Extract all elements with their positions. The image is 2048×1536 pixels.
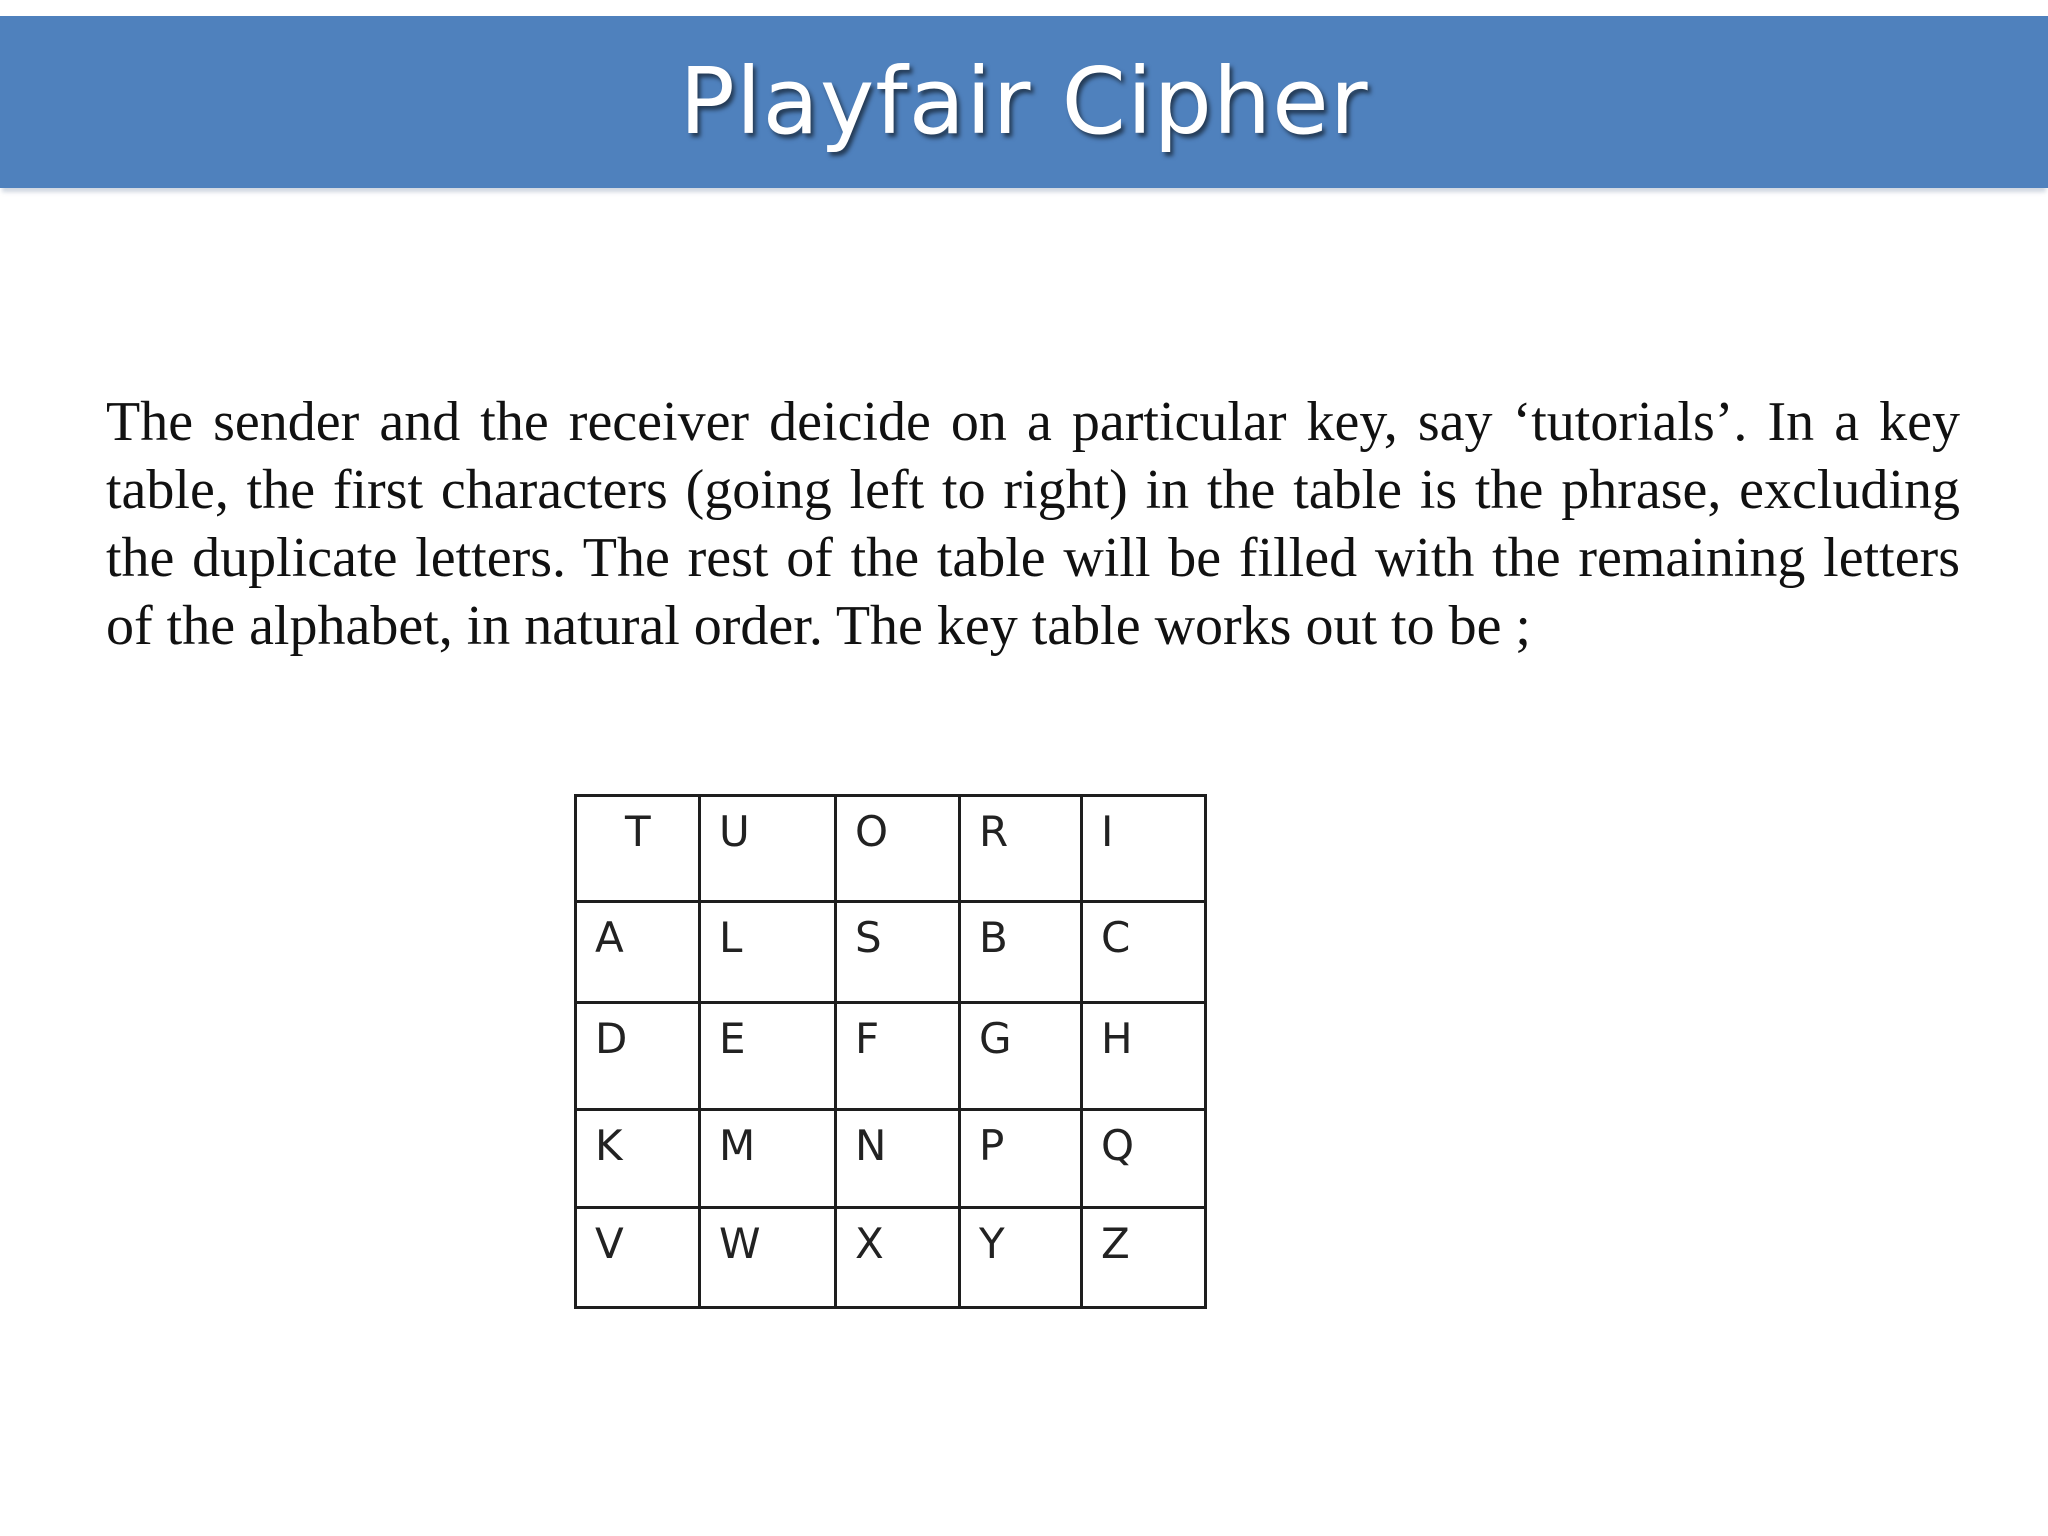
- key-table-cell: A: [576, 902, 700, 1003]
- key-table-cell: O: [836, 796, 960, 902]
- key-table-cell: R: [960, 796, 1082, 902]
- key-table-cell: T: [576, 796, 700, 902]
- key-table-row: [576, 902, 1206, 1003]
- key-table-cell: U: [700, 796, 836, 902]
- key-table-cell: G: [960, 1003, 1082, 1110]
- key-table-row: [576, 796, 1206, 902]
- key-table-cell: Z: [1082, 1208, 1206, 1308]
- key-table: [574, 794, 1207, 1309]
- key-table-cell: L: [700, 902, 836, 1003]
- key-table-cell: N: [836, 1110, 960, 1208]
- key-table-cell: M: [700, 1110, 836, 1208]
- key-table-row: [576, 1110, 1206, 1208]
- key-table-cell: X: [836, 1208, 960, 1308]
- key-table-cell: S: [836, 902, 960, 1003]
- key-table-cell: W: [700, 1208, 836, 1308]
- key-table-cell: V: [576, 1208, 700, 1308]
- key-table-cell: I: [1082, 796, 1206, 902]
- body-paragraph: The sender and the receiver deicide on a particular key, say ‘tutorials’. In a key table, the first characters (going left to right) in the table is the phrase, excluding the duplicate letters. The rest of the table will be filled with the remaining letters of the alphabet, in natural order. The key table works out to be ;: [106, 391, 1960, 657]
- key-table-row: [576, 1208, 1206, 1308]
- key-table-cell: H: [1082, 1003, 1206, 1110]
- key-table-cell: P: [960, 1110, 1082, 1208]
- key-table-cell: D: [576, 1003, 700, 1110]
- key-table-cell: K: [576, 1110, 700, 1208]
- key-table-cell: Y: [960, 1208, 1082, 1308]
- key-table-cell: B: [960, 902, 1082, 1003]
- key-table-cell: F: [836, 1003, 960, 1110]
- key-table-row: [576, 1003, 1206, 1110]
- key-table-cell: C: [1082, 902, 1206, 1003]
- key-table-cell: Q: [1082, 1110, 1206, 1208]
- key-table-cell: E: [700, 1003, 836, 1110]
- slide-title: Playfair Cipher: [679, 48, 1369, 155]
